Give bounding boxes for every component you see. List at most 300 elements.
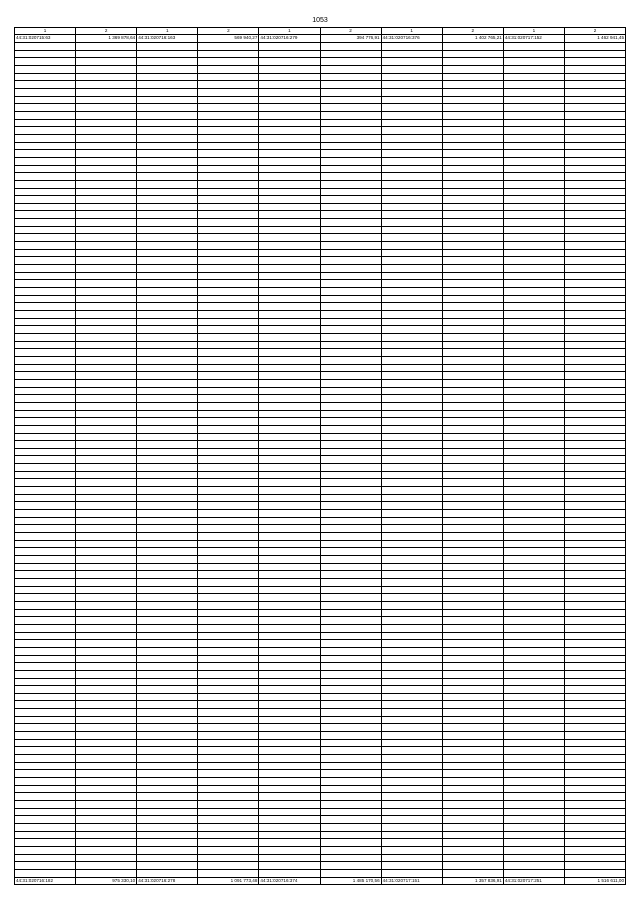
- area-value-cell: [320, 189, 381, 196]
- table-row: [259, 181, 380, 189]
- table-row: [137, 395, 258, 403]
- area-value-cell: [197, 472, 258, 479]
- area-value-cell: [320, 793, 381, 800]
- cadastral-number-cell: [504, 724, 564, 731]
- cadastral-number-cell: [382, 847, 442, 854]
- cadastral-number-cell: [15, 273, 75, 280]
- table-row: [382, 763, 503, 771]
- table-row: [504, 127, 625, 135]
- table-row: [137, 273, 258, 281]
- table-row: [504, 633, 625, 641]
- area-value-cell: [564, 372, 625, 379]
- cadastral-number-cell: [15, 449, 75, 456]
- table-row: [15, 403, 136, 411]
- table-row: [259, 120, 380, 128]
- cadastral-number-cell: [15, 334, 75, 341]
- cadastral-number-cell: [15, 257, 75, 264]
- table-row: [137, 533, 258, 541]
- table-row: [137, 449, 258, 457]
- cadastral-number-cell: [15, 127, 75, 134]
- cadastral-number-cell: [382, 58, 442, 65]
- area-value-cell: [564, 357, 625, 364]
- column-header-number: 1: [410, 28, 413, 33]
- table-row: [15, 234, 136, 242]
- table-row: [504, 357, 625, 365]
- cadastral-number-cell: [137, 311, 197, 318]
- area-value-cell: [564, 617, 625, 624]
- table-row: [382, 456, 503, 464]
- area-value-cell: [442, 219, 503, 226]
- area-value-cell: [564, 434, 625, 441]
- table-row: [15, 449, 136, 457]
- table-row: [259, 671, 380, 679]
- cadastral-number-cell: [137, 166, 197, 173]
- table-row: [259, 878, 380, 885]
- cadastral-number-cell: [15, 120, 75, 127]
- table-row: [15, 365, 136, 373]
- cadastral-number-cell: [15, 487, 75, 494]
- column-header-number: 1: [165, 28, 169, 33]
- area-value-cell: [75, 120, 136, 127]
- cadastral-number-cell: [259, 388, 319, 395]
- cadastral-number-cell: [15, 602, 75, 609]
- area-value-cell: [442, 709, 503, 716]
- cadastral-number-cell: [382, 158, 442, 165]
- cadastral-number-cell: [137, 66, 197, 73]
- area-value-cell: [197, 196, 258, 203]
- table-row: [504, 763, 625, 771]
- table-row: [382, 594, 503, 602]
- table-row: [15, 541, 136, 549]
- table-row: [504, 541, 625, 549]
- area-value-cell: [320, 525, 381, 532]
- cadastral-number-cell: [15, 518, 75, 525]
- table-row: [259, 809, 380, 817]
- cadastral-number-cell: [15, 824, 75, 831]
- table-row: [382, 464, 503, 472]
- cadastral-number-cell: [15, 303, 75, 310]
- table-row: [137, 878, 258, 885]
- cadastral-number-cell: [259, 365, 319, 372]
- area-value-cell: [442, 617, 503, 624]
- area-value-cell: [564, 564, 625, 571]
- cadastral-number-cell: [259, 303, 319, 310]
- area-value-cell: [75, 250, 136, 257]
- table-row: [137, 633, 258, 641]
- table-row: [137, 518, 258, 526]
- area-value-cell: 569 940,27: [197, 35, 258, 42]
- area-value-cell: [442, 847, 503, 854]
- area-value-cell: [75, 801, 136, 808]
- area-value-cell: [320, 556, 381, 563]
- cadastral-number-cell: [137, 694, 197, 701]
- area-value-cell: [75, 280, 136, 287]
- area-value-cell: [320, 763, 381, 770]
- table-row: [259, 732, 380, 740]
- area-value-cell: [197, 571, 258, 578]
- table-row: [15, 273, 136, 281]
- table-row: [137, 280, 258, 288]
- cadastral-number-cell: [504, 663, 564, 670]
- column-header-number: 1: [288, 28, 291, 33]
- table-row: [15, 280, 136, 288]
- cadastral-number-cell: [382, 426, 442, 433]
- area-value-cell: [197, 487, 258, 494]
- table-row: [382, 311, 503, 319]
- area-value-cell: [564, 747, 625, 754]
- table-row: [15, 740, 136, 748]
- area-value-cell: [320, 288, 381, 295]
- table-row: [504, 158, 625, 166]
- area-value-cell: [442, 311, 503, 318]
- cadastral-number-cell: [382, 778, 442, 785]
- cadastral-number-cell: [382, 816, 442, 823]
- table-row: [259, 326, 380, 334]
- table-row: [259, 464, 380, 472]
- cadastral-number-cell: [382, 342, 442, 349]
- table-row: [504, 204, 625, 212]
- area-value-cell: [564, 579, 625, 586]
- area-value-cell: [320, 809, 381, 816]
- table-row: [259, 472, 380, 480]
- table-row: [504, 189, 625, 197]
- table-row: [382, 786, 503, 794]
- table-row: [382, 495, 503, 503]
- column-header-number: 1: [532, 28, 536, 33]
- cadastral-number-cell: [15, 510, 75, 517]
- table-row: [504, 211, 625, 219]
- table-row: [504, 319, 625, 327]
- table-row: [504, 564, 625, 572]
- area-value-cell: [320, 495, 381, 502]
- area-value-cell: 1 402 765,21: [442, 35, 503, 42]
- table-row: [259, 189, 380, 197]
- cadastral-number-cell: [15, 541, 75, 548]
- area-value-cell: [197, 464, 258, 471]
- area-value-cell: [320, 732, 381, 739]
- area-value-cell: [75, 533, 136, 540]
- table-row: [15, 242, 136, 250]
- area-value-cell: [197, 112, 258, 119]
- cadastral-number-cell: [382, 770, 442, 777]
- table-row: [259, 403, 380, 411]
- table-row: [137, 303, 258, 311]
- cadastral-number-cell: [137, 395, 197, 402]
- cadastral-number-cell: [259, 809, 319, 816]
- table-row: [259, 679, 380, 687]
- table-row: [259, 372, 380, 380]
- area-value-cell: [75, 709, 136, 716]
- table-row: [382, 832, 503, 840]
- cadastral-number-cell: [504, 694, 564, 701]
- table-row: [382, 564, 503, 572]
- area-value-cell: [197, 701, 258, 708]
- area-value-cell: [564, 541, 625, 548]
- table-row: [15, 548, 136, 556]
- cadastral-number-cell: [15, 411, 75, 418]
- cadastral-number-cell: [382, 510, 442, 517]
- table-row: [504, 525, 625, 533]
- area-value-cell: [320, 694, 381, 701]
- area-value-cell: [320, 801, 381, 808]
- area-value-cell: [442, 464, 503, 471]
- cadastral-number-cell: [137, 487, 197, 494]
- table-row: [382, 755, 503, 763]
- cadastral-number-cell: [15, 456, 75, 463]
- table-row: [259, 533, 380, 541]
- table-row: [382, 732, 503, 740]
- area-value-cell: [197, 587, 258, 594]
- area-value-cell: [75, 617, 136, 624]
- table-row: [504, 66, 625, 74]
- table-row: [504, 112, 625, 120]
- area-value-cell: [197, 686, 258, 693]
- table-row: [382, 533, 503, 541]
- cadastral-number-cell: [259, 610, 319, 617]
- area-value-cell: [564, 166, 625, 173]
- cadastral-number-cell: [382, 388, 442, 395]
- area-value-cell: [75, 66, 136, 73]
- area-value-cell: [564, 411, 625, 418]
- table-row: [137, 610, 258, 618]
- area-value-cell: [197, 778, 258, 785]
- cadastral-number-cell: [137, 204, 197, 211]
- area-value-cell: [197, 89, 258, 96]
- area-value-cell: [75, 334, 136, 341]
- table-row: [15, 456, 136, 464]
- area-value-cell: [320, 502, 381, 509]
- cadastral-number-cell: [504, 234, 564, 241]
- table-row: [504, 411, 625, 419]
- table-row: [504, 648, 625, 656]
- cadastral-number-cell: [137, 816, 197, 823]
- area-value-cell: [320, 671, 381, 678]
- cadastral-number-cell: [137, 633, 197, 640]
- table-row: [259, 150, 380, 158]
- cadastral-number-cell: [259, 380, 319, 387]
- cadastral-number-cell: [259, 441, 319, 448]
- table-row: [382, 120, 503, 128]
- table-row: [382, 143, 503, 151]
- area-value-cell: [442, 280, 503, 287]
- cadastral-number-cell: [504, 181, 564, 188]
- area-value-cell: [320, 441, 381, 448]
- table-row: [382, 855, 503, 863]
- table-row: [15, 518, 136, 526]
- cadastral-number-cell: [382, 74, 442, 81]
- cadastral-number-cell: [137, 127, 197, 134]
- table-row: [15, 135, 136, 143]
- cadastral-number-cell: [504, 158, 564, 165]
- table-row: [15, 472, 136, 480]
- cadastral-number-cell: 44:31:020716:278: [138, 877, 176, 883]
- area-value-cell: [197, 135, 258, 142]
- cadastral-number-cell: [15, 564, 75, 571]
- cadastral-number-cell: [382, 273, 442, 280]
- area-value-cell: [564, 158, 625, 165]
- cadastral-number-cell: [504, 51, 564, 58]
- cadastral-number-cell: [137, 495, 197, 502]
- area-value-cell: [197, 411, 258, 418]
- cadastral-number-cell: [15, 211, 75, 218]
- table-row: [504, 640, 625, 648]
- area-value-cell: [442, 74, 503, 81]
- table-row: [15, 671, 136, 679]
- table-row: [504, 770, 625, 778]
- area-value-cell: [320, 786, 381, 793]
- cadastral-number-cell: [382, 349, 442, 356]
- cadastral-number-cell: [15, 847, 75, 854]
- cadastral-number-cell: [504, 809, 564, 816]
- table-row: [15, 250, 136, 258]
- cadastral-number-cell: [259, 847, 319, 854]
- table-row: [259, 211, 380, 219]
- area-value-cell: [75, 663, 136, 670]
- cadastral-number-cell: [15, 648, 75, 655]
- cadastral-number-cell: [137, 219, 197, 226]
- area-value-cell: [197, 456, 258, 463]
- area-value-cell: [320, 219, 381, 226]
- cadastral-number-cell: [259, 525, 319, 532]
- cadastral-number-cell: [137, 372, 197, 379]
- area-value-cell: 1 091 773,48: [197, 878, 258, 885]
- cadastral-number-cell: [137, 326, 197, 333]
- table-row: [137, 365, 258, 373]
- area-value-cell: [564, 816, 625, 823]
- table-row: [382, 181, 503, 189]
- cadastral-number-cell: [15, 418, 75, 425]
- table-row: [504, 426, 625, 434]
- area-value-cell: [197, 870, 258, 877]
- area-value-cell: [75, 418, 136, 425]
- area-value-cell: [442, 326, 503, 333]
- area-value-cell: [442, 143, 503, 150]
- table-row: [382, 127, 503, 135]
- table-row: [259, 388, 380, 396]
- cadastral-number-cell: [504, 150, 564, 157]
- cadastral-number-cell: [137, 548, 197, 555]
- area-value-cell: [75, 173, 136, 180]
- cadastral-number-cell: [15, 472, 75, 479]
- table-row: [259, 257, 380, 265]
- table-row: [259, 319, 380, 327]
- cadastral-number-cell: [259, 74, 319, 81]
- area-value-cell: [320, 411, 381, 418]
- cadastral-number-cell: [504, 518, 564, 525]
- cadastral-number-cell: [382, 173, 442, 180]
- cadastral-number-cell: [382, 219, 442, 226]
- table-row: [504, 395, 625, 403]
- cadastral-number-cell: [137, 717, 197, 724]
- area-value-cell: [197, 372, 258, 379]
- area-value-cell: [442, 633, 503, 640]
- cadastral-number-cell: [137, 747, 197, 754]
- cadastral-number-cell: [259, 755, 319, 762]
- cadastral-number-cell: [382, 242, 442, 249]
- column-header-row: [382, 28, 503, 35]
- cadastral-number-cell: [382, 288, 442, 295]
- table-row: [382, 342, 503, 350]
- table-row: [504, 326, 625, 334]
- table-row: [15, 426, 136, 434]
- table-row: [137, 143, 258, 151]
- area-value-cell: [320, 648, 381, 655]
- cadastral-number-cell: [15, 395, 75, 402]
- table-row: [504, 625, 625, 633]
- table-row: [259, 640, 380, 648]
- cadastral-number-cell: 44:31:020717:151: [382, 877, 420, 883]
- area-value-cell: [442, 824, 503, 831]
- table-row: [259, 288, 380, 296]
- area-value-cell: [197, 58, 258, 65]
- cadastral-number-cell: [504, 610, 564, 617]
- area-value-cell: [75, 372, 136, 379]
- area-value-cell: [197, 388, 258, 395]
- cadastral-number-cell: [15, 342, 75, 349]
- cadastral-number-cell: [15, 809, 75, 816]
- area-value-cell: [75, 411, 136, 418]
- area-value-cell: [442, 150, 503, 157]
- area-value-cell: [564, 548, 625, 555]
- table-row: [504, 219, 625, 227]
- table-row: [137, 786, 258, 794]
- area-value-cell: [75, 326, 136, 333]
- cadastral-number-cell: [504, 847, 564, 854]
- cadastral-number-cell: [382, 150, 442, 157]
- table-row: [382, 273, 503, 281]
- cadastral-number-cell: [504, 135, 564, 142]
- area-value-cell: [197, 594, 258, 601]
- cadastral-number-cell: [382, 181, 442, 188]
- cadastral-number-cell: [504, 502, 564, 509]
- cadastral-number-cell: [137, 456, 197, 463]
- area-value-cell: [197, 250, 258, 257]
- area-value-cell: [75, 724, 136, 731]
- area-value-cell: [197, 656, 258, 663]
- table-row: [504, 679, 625, 687]
- cadastral-number-cell: [137, 211, 197, 218]
- table-row: [259, 104, 380, 112]
- cadastral-number-cell: [382, 732, 442, 739]
- area-value-cell: [442, 265, 503, 272]
- area-value-cell: [75, 541, 136, 548]
- cadastral-number-cell: [259, 66, 319, 73]
- area-value-cell: [564, 74, 625, 81]
- table-row: [137, 342, 258, 350]
- table-row: [382, 112, 503, 120]
- table-row: [137, 456, 258, 464]
- area-value-cell: [564, 633, 625, 640]
- area-value-cell: [564, 104, 625, 111]
- cadastral-number-cell: [259, 334, 319, 341]
- table-row: [15, 219, 136, 227]
- cadastral-number-cell: [137, 479, 197, 486]
- area-value-cell: [197, 518, 258, 525]
- area-value-cell: [320, 51, 381, 58]
- table-row: [382, 303, 503, 311]
- cadastral-number-cell: [504, 411, 564, 418]
- area-value-cell: [75, 296, 136, 303]
- table-row: [137, 334, 258, 342]
- cadastral-number-cell: [137, 832, 197, 839]
- area-value-cell: [320, 571, 381, 578]
- table-row: [382, 219, 503, 227]
- area-value-cell: [75, 257, 136, 264]
- table-row: [504, 878, 625, 885]
- cadastral-number-cell: [137, 617, 197, 624]
- table-row: [137, 150, 258, 158]
- table-row: [259, 778, 380, 786]
